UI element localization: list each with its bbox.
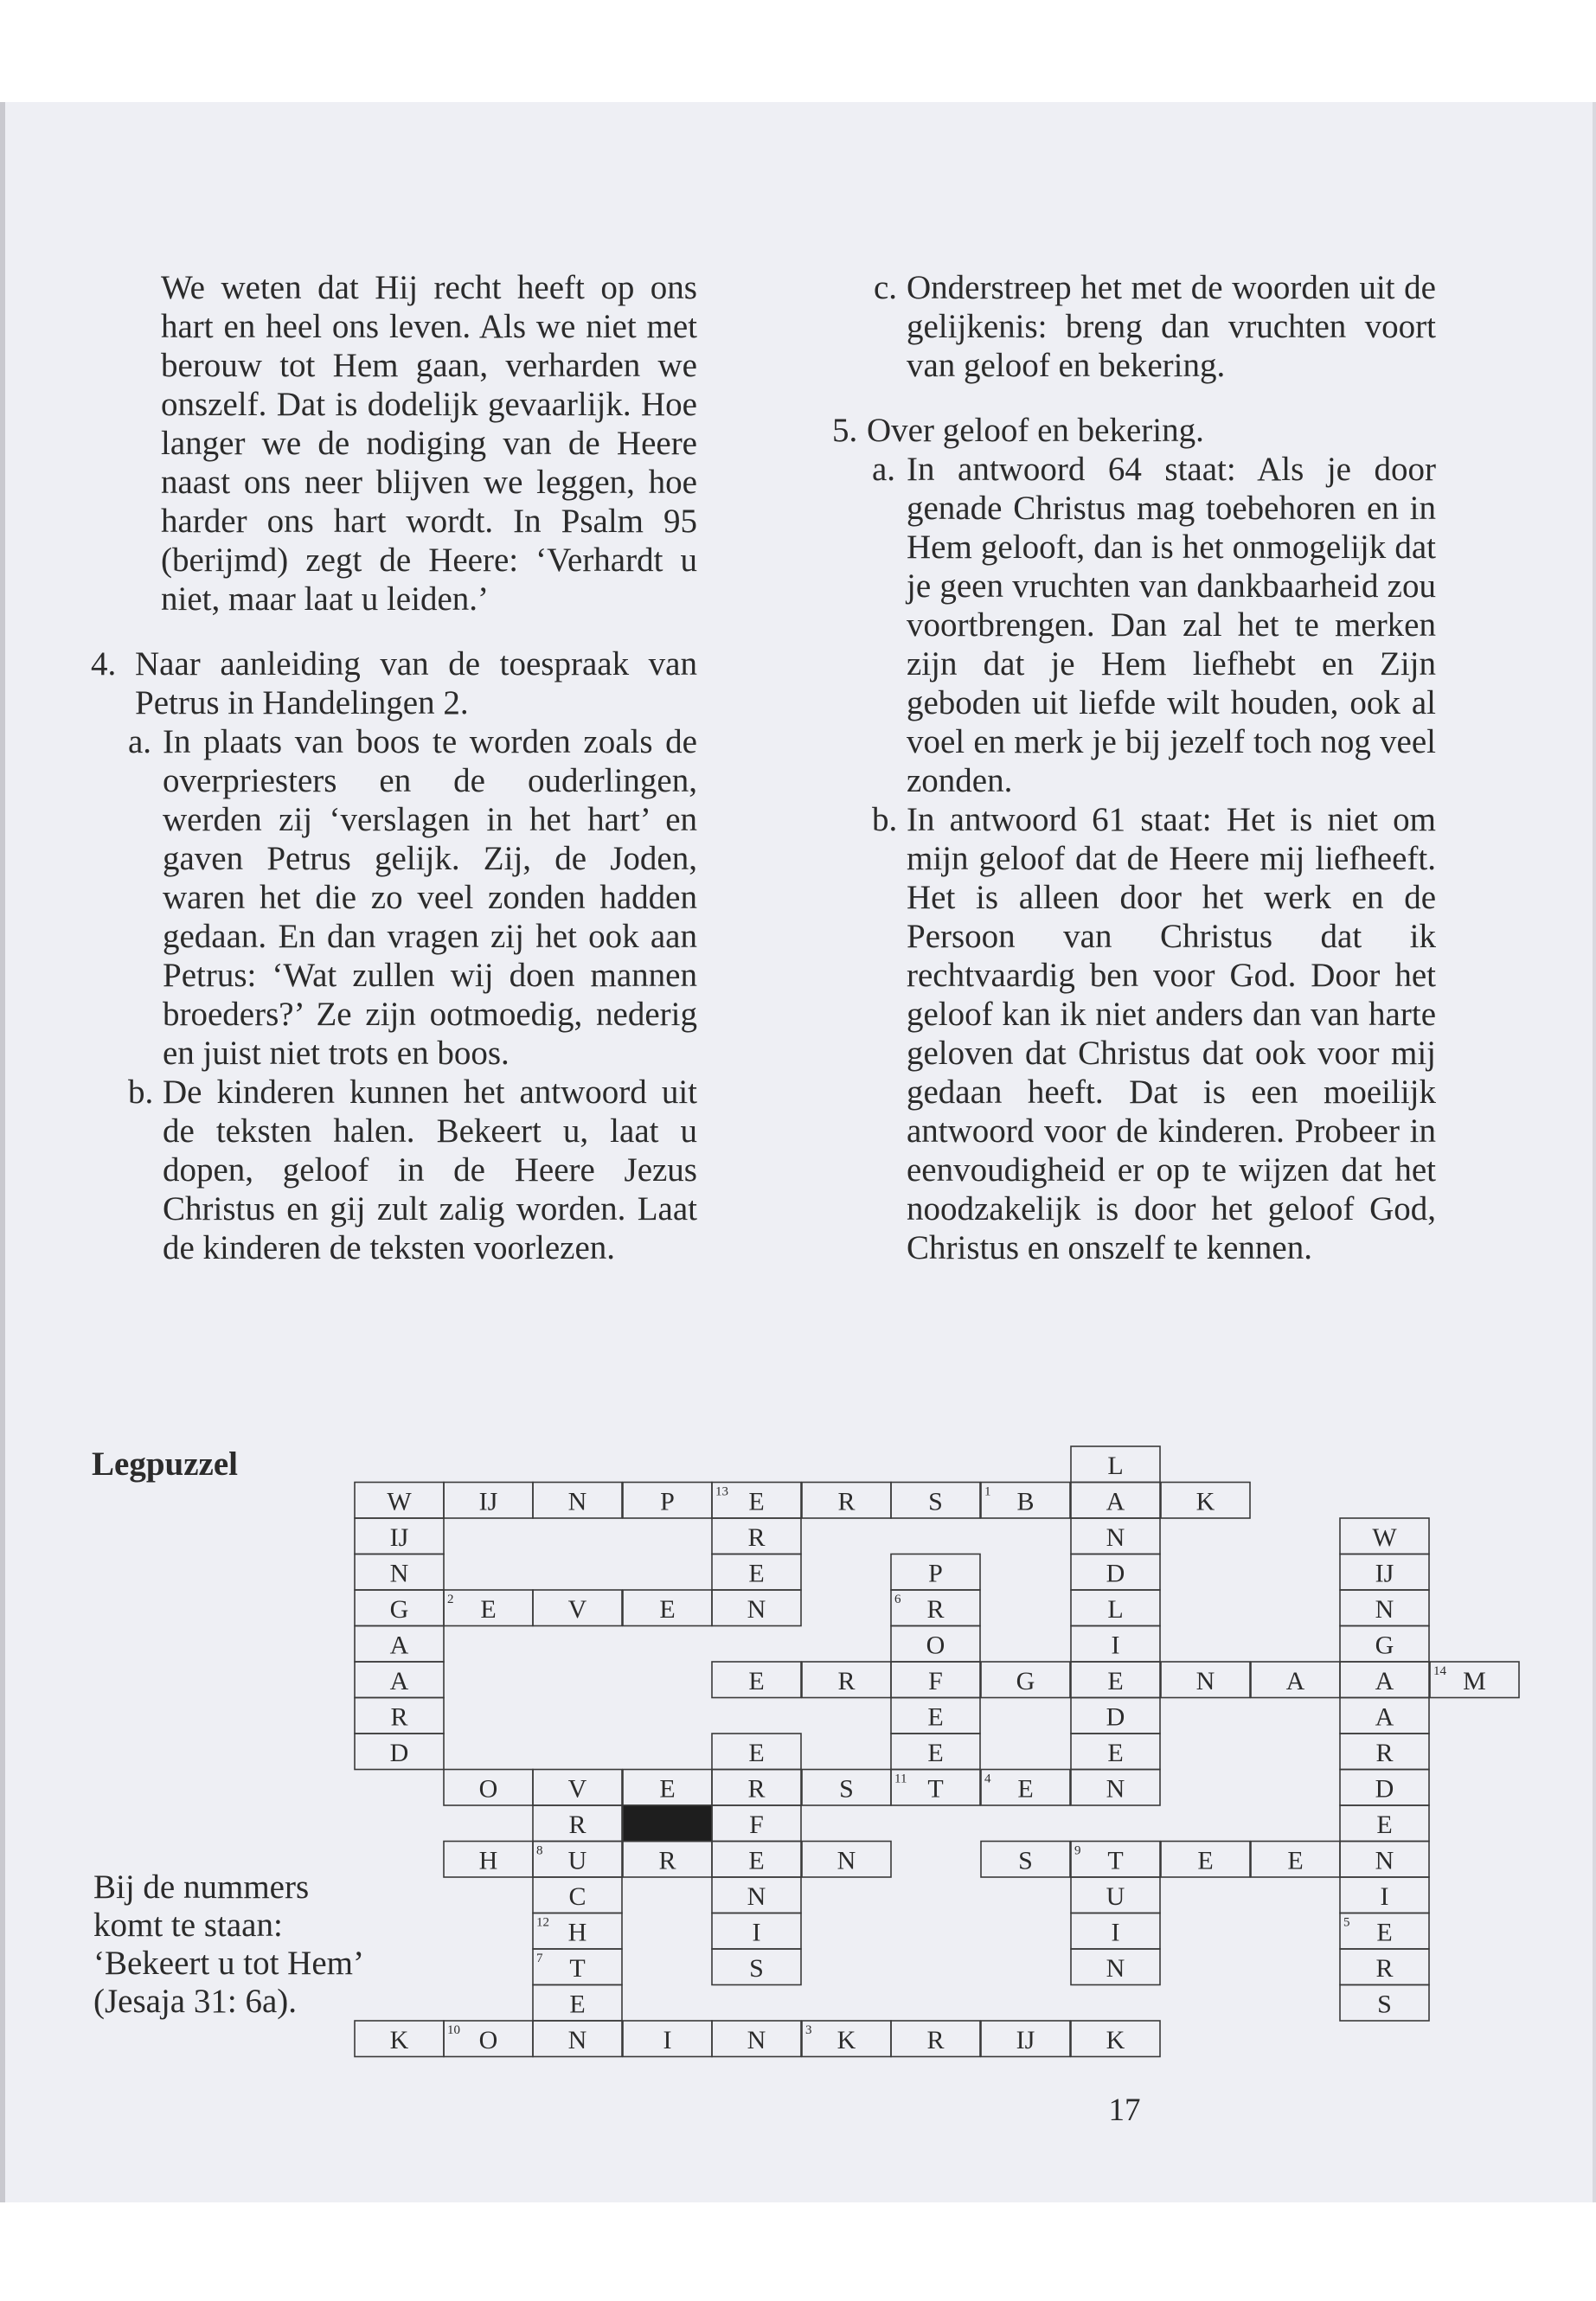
- item-5a-text: In antwoord 64 staat: Als je door genade Christus mag toebehoren en in Hem gelooft, dan is het onmogelijk dat je geen vruchten van dankbaarheid zou voortbrengen. Dan zal het te merken zijn dat je Hem liefhebt en Zijn geboden uit liefde wilt houden, ook al voel en merk je bij jezelf toch nog veel zonden.: [907, 451, 1436, 799]
- crossword-cell: [623, 1770, 712, 1806]
- crossword-cell: [533, 1805, 622, 1842]
- crossword-cell: [355, 1554, 444, 1591]
- crossword-cell: [712, 1949, 801, 1985]
- crossword-cell-letter: E: [748, 1666, 765, 1695]
- crossword-cell-letter: V: [567, 1774, 587, 1804]
- crossword-cell: [1071, 1877, 1160, 1913]
- crossword-cell-letter: E: [659, 1594, 676, 1624]
- crossword-cell-letter: E: [1287, 1846, 1304, 1875]
- crossword-cell-letter: R: [926, 2025, 945, 2054]
- crossword-cell: [355, 1662, 444, 1698]
- crossword-cell-letter: I: [752, 1918, 761, 1947]
- crossword-cell-letter: A: [1375, 1666, 1394, 1695]
- crossword-cell-letter: L: [1107, 1451, 1124, 1480]
- crossword-cell-letter: U: [1106, 1881, 1125, 1911]
- crossword-cell: [1161, 1483, 1250, 1519]
- crossword-cell: [533, 1483, 622, 1519]
- crossword-cell: [712, 1842, 801, 1878]
- crossword-cell-letter: I: [663, 2025, 672, 2054]
- crossword-cell: [1340, 1842, 1429, 1878]
- crossword-cell: [1071, 1446, 1160, 1483]
- crossword-cell: [1251, 1662, 1340, 1698]
- crossword-cell: [1071, 1554, 1160, 1591]
- crossword-cell-letter: A: [1375, 1702, 1394, 1732]
- crossword-cell: [1340, 1554, 1429, 1591]
- crossword-cell-number: 6: [894, 1593, 901, 1606]
- crossword-cell: [981, 2021, 1070, 2057]
- crossword-cell: [444, 1483, 533, 1519]
- crossword-cell: [533, 1590, 622, 1626]
- crossword-cell-letter: E: [1107, 1738, 1124, 1767]
- crossword-cell-letter: N: [747, 1594, 766, 1624]
- crossword-cell-letter: R: [747, 1522, 766, 1552]
- crossword-cell-letter: K: [1106, 2025, 1125, 2054]
- crossword-cell: [533, 1842, 622, 1878]
- crossword-cell: [355, 2021, 444, 2057]
- crossword-cell-letter: IJ: [1016, 2025, 1035, 2054]
- crossword-cell-letter: N: [1195, 1666, 1215, 1695]
- crossword-cell: [623, 1590, 712, 1626]
- crossword-cell-letter: N: [1375, 1846, 1394, 1875]
- crossword-cell: [981, 1770, 1070, 1806]
- crossword-cell-letter: G: [1016, 1666, 1035, 1695]
- item-4a-label: a.: [128, 723, 152, 760]
- crossword-cell: [891, 1662, 980, 1698]
- crossword-cell-letter: T: [927, 1774, 944, 1804]
- crossword-cell-letter: E: [748, 1487, 765, 1516]
- crossword-cell-letter: M: [1463, 1666, 1486, 1695]
- crossword-cell: [712, 1770, 801, 1806]
- crossword-cell-letter: P: [928, 1559, 943, 1588]
- crossword-cell: [1340, 1949, 1429, 1985]
- crossword-cell: [891, 2021, 980, 2057]
- item-5b-label: b.: [872, 801, 898, 838]
- crossword-cell-letter: K: [836, 2025, 856, 2054]
- crossword-cell: [1340, 1626, 1429, 1663]
- crossword-cell-letter: S: [928, 1487, 943, 1516]
- crossword-cell: [623, 2021, 712, 2057]
- crossword-cell: [891, 1698, 980, 1734]
- crossword-cell: [1071, 1913, 1160, 1950]
- crossword-cell-letter: N: [836, 1846, 856, 1875]
- crossword-cell-number: 1: [984, 1484, 991, 1499]
- crossword-black-cell: [623, 1805, 712, 1842]
- crossword-cell: [444, 1770, 533, 1806]
- crossword-cell-number: 10: [447, 2023, 460, 2037]
- crossword-cell-number: 13: [715, 1484, 728, 1499]
- crossword-cell-letter: S: [1377, 1990, 1392, 2019]
- crossword-cell: [981, 1842, 1070, 1878]
- item-5a-label: a.: [872, 451, 896, 488]
- crossword-cell-letter: N: [747, 1881, 766, 1911]
- crossword-cell: [891, 1626, 980, 1663]
- crossword-cell-letter: K: [1195, 1487, 1215, 1516]
- crossword-cell: [533, 1949, 622, 1985]
- crossword-cell-number: 8: [536, 1843, 543, 1858]
- crossword-cell: [891, 1483, 980, 1519]
- page-number: 17: [1108, 2093, 1141, 2128]
- crossword-cell: [1071, 1698, 1160, 1734]
- crossword-cell-letter: I: [1111, 1918, 1120, 1947]
- crossword-cell-letter: A: [389, 1631, 409, 1660]
- crossword-cell-letter: A: [1106, 1487, 1125, 1516]
- crossword-cell: [1340, 1518, 1429, 1554]
- crossword-cell: [712, 1913, 801, 1950]
- crossword-cell: [1071, 1949, 1160, 1985]
- crossword-cell-letter: E: [659, 1774, 676, 1804]
- crossword-cell-letter: N: [1106, 1953, 1125, 1983]
- crossword-cell-letter: N: [1106, 1522, 1125, 1552]
- crossword-cell: [891, 1734, 980, 1770]
- crossword-cell: [1071, 1518, 1160, 1554]
- crossword-cell: [444, 1842, 533, 1878]
- crossword-cell-letter: R: [926, 1594, 945, 1624]
- crossword-cell: [444, 1590, 533, 1626]
- crossword-cell: [712, 1877, 801, 1913]
- crossword-cell-letter: G: [389, 1594, 409, 1624]
- crossword-cell: [355, 1483, 444, 1519]
- crossword-cell-number: 9: [1074, 1843, 1081, 1858]
- crossword-cell: [802, 1483, 891, 1519]
- crossword-cell-letter: O: [478, 1774, 498, 1804]
- crossword-cell-letter: A: [1285, 1666, 1305, 1695]
- crossword-cell-letter: D: [1106, 1559, 1125, 1588]
- crossword-cell: [1340, 1985, 1429, 2022]
- crossword-cell-letter: W: [1372, 1522, 1397, 1552]
- crossword-cell: [802, 1662, 891, 1698]
- crossword-cell: [712, 1805, 801, 1842]
- crossword-cell-letter: N: [1375, 1594, 1394, 1624]
- crossword-cell: [891, 1770, 980, 1806]
- crossword-cell-letter: R: [1375, 1953, 1394, 1983]
- crossword-cell: [1340, 1734, 1429, 1770]
- crossword-cell-letter: R: [390, 1702, 408, 1732]
- crossword-cell: [712, 1590, 801, 1626]
- crossword-cell-letter: F: [928, 1666, 943, 1695]
- crossword-cell-letter: E: [748, 1846, 765, 1875]
- crossword-cell-letter: O: [478, 2025, 498, 2054]
- item-5-text: Over geloof en bekering.: [867, 412, 1204, 449]
- crossword-cell: [533, 1913, 622, 1950]
- crossword-cell: [802, 1770, 891, 1806]
- crossword-cell-letter: N: [747, 2025, 766, 2054]
- crossword-cell-number: 4: [984, 1772, 991, 1786]
- crossword-cell: [1340, 1662, 1429, 1698]
- crossword-cell: [355, 1626, 444, 1663]
- crossword-cell-number: 5: [1343, 1915, 1350, 1930]
- crossword-cell: [712, 2021, 801, 2057]
- crossword-cell-letter: E: [927, 1702, 944, 1732]
- crossword-cell: [623, 1483, 712, 1519]
- crossword-cell: [355, 1518, 444, 1554]
- crossword-cell-letter: H: [478, 1846, 498, 1875]
- crossword-cell-letter: P: [660, 1487, 675, 1516]
- item-4b-label: b.: [128, 1074, 154, 1111]
- crossword-cell: [623, 1842, 712, 1878]
- crossword-cell: [981, 1662, 1070, 1698]
- crossword-cell: [1071, 1590, 1160, 1626]
- item-4c-label: c.: [874, 269, 898, 306]
- puzzle-note: Bij de nummers komt te staan: ‘Bekeert u tot Hem’ (Jesaja 31: 6a).: [93, 1868, 362, 2020]
- crossword-cell-number: 7: [536, 1952, 543, 1965]
- crossword-cell: [533, 2021, 622, 2057]
- crossword-cell: [1161, 1842, 1250, 1878]
- crossword-cell-letter: D: [1106, 1702, 1125, 1732]
- crossword-cell: [802, 2021, 891, 2057]
- crossword-cell: [712, 1734, 801, 1770]
- crossword-cell-letter: IJ: [1375, 1559, 1394, 1588]
- crossword-cell-letter: N: [1106, 1774, 1125, 1804]
- crossword-cell-letter: E: [569, 1990, 586, 2019]
- crossword-cell-number: 3: [805, 2023, 812, 2037]
- crossword-cell-letter: S: [839, 1774, 854, 1804]
- crossword-cell: [1340, 1590, 1429, 1626]
- crossword-cell: [533, 1985, 622, 2022]
- crossword-cell-letter: E: [1197, 1846, 1214, 1875]
- crossword-cell: [1071, 1626, 1160, 1663]
- crossword-cell: [1071, 1734, 1160, 1770]
- crossword-cell: [1430, 1662, 1519, 1698]
- crossword-cell: [1161, 1662, 1250, 1698]
- crossword-cell: [355, 1698, 444, 1734]
- crossword-cell: [1071, 1483, 1160, 1519]
- crossword-cell: [355, 1590, 444, 1626]
- crossword-cell-letter: E: [748, 1559, 765, 1588]
- crossword-cell: [355, 1734, 444, 1770]
- crossword-cell: [1340, 1698, 1429, 1734]
- item-4-text: Naar aanleiding van de toespraak van Petrus in Handelingen 2.: [135, 645, 697, 721]
- crossword-cell: [1340, 1805, 1429, 1842]
- crossword-cell-letter: U: [567, 1846, 587, 1875]
- crossword-cell-number: 2: [447, 1593, 454, 1606]
- crossword-cell-letter: D: [389, 1738, 409, 1767]
- crossword-cell-letter: I: [1111, 1631, 1120, 1660]
- crossword-cell-letter: IJ: [478, 1487, 498, 1516]
- crossword-cell-letter: H: [567, 1918, 587, 1947]
- item-5-number: 5.: [832, 412, 858, 449]
- crossword-cell-letter: E: [748, 1738, 765, 1767]
- crossword-cell: [1251, 1842, 1340, 1878]
- crossword-cell-letter: R: [747, 1774, 766, 1804]
- item-4-number: 4.: [91, 645, 117, 683]
- crossword-cell-letter: E: [1017, 1774, 1034, 1804]
- crossword-cell-letter: N: [567, 1487, 587, 1516]
- crossword-cell-letter: I: [1380, 1881, 1389, 1911]
- crossword-cell: [444, 2021, 533, 2057]
- crossword-cell-letter: E: [927, 1738, 944, 1767]
- crossword-cell: [981, 1483, 1070, 1519]
- crossword-cell-letter: E: [480, 1594, 497, 1624]
- crossword-cell-letter: E: [1376, 1810, 1393, 1839]
- crossword-cell-letter: N: [389, 1559, 409, 1588]
- crossword-cell: [891, 1590, 980, 1626]
- crossword-cell-letter: IJ: [389, 1522, 409, 1552]
- crossword-cell: [802, 1842, 891, 1878]
- item-4a-text: In plaats van boos te worden zoals de overpriesters en de ouderlingen, werden zij ‘verslagen in het hart’ en gaven Petrus gelijk. Zij, de Joden, waren het die zo veel zonden hadden gedaan. En dan vragen zij het ook aan Petrus: ‘Wat zullen wij doen mannen broeders?’ Ze zijn ootmoedig, nederig en juist niet trots en boos.: [163, 723, 697, 1072]
- crossword-cell: [712, 1662, 801, 1698]
- crossword-cell: [712, 1483, 801, 1519]
- crossword-cell: [533, 1770, 622, 1806]
- crossword-cell: [1340, 1877, 1429, 1913]
- crossword-cell-number: 12: [536, 1915, 549, 1930]
- crossword-cell-letter: E: [1107, 1666, 1124, 1695]
- item-5b-text: In antwoord 61 staat: Het is niet om mijn geloof dat de Heere mij liefheeft. Het is alleen door het werk en de Persoon van Christus dat ik rechtvaardig ben voor God. Door het geloof kan ik niet anders dan van harte geloven dat Christus dat ook voor mij gedaan heeft. Dat is een moeilijk antwoord voor de kinderen. Probeer in eenvoudigheid er op te wijzen dat het noodzakelijk is door het geloof God, Christus en onszelf te kennen.: [907, 801, 1436, 1266]
- crossword-cell-letter: C: [568, 1881, 586, 1911]
- crossword-cell-letter: F: [749, 1810, 764, 1839]
- crossword-cell-letter: E: [1376, 1918, 1393, 1947]
- crossword-cell-letter: N: [567, 2025, 587, 2054]
- crossword-cell-letter: S: [1018, 1846, 1033, 1875]
- crossword-cell-letter: G: [1375, 1631, 1394, 1660]
- crossword-cell: [1071, 1842, 1160, 1878]
- crossword-cell-letter: B: [1016, 1487, 1035, 1516]
- intro-text: We weten dat Hij recht heeft op ons hart en heel ons leven. Als we niet met berouw tot Hem gaan, verharden we onszelf. Dat is dodelijk gevaarlijk. Hoe langer we de nodiging van de Heere naast ons neer blijven we leggen, hoe harder ons hart wordt. In Psalm 95 (berijmd) zegt de Heere: ‘Verhardt u niet, maar laat u leiden.’: [161, 269, 697, 618]
- crossword-cell: [1340, 1913, 1429, 1950]
- crossword-cell-number: 11: [894, 1772, 907, 1786]
- crossword-cell-letter: V: [567, 1594, 587, 1624]
- crossword-cell-letter: R: [837, 1487, 856, 1516]
- crossword-cell: [1071, 1662, 1160, 1698]
- crossword-cell: [623, 1805, 712, 1842]
- crossword-cell-letter: R: [837, 1666, 856, 1695]
- crossword-cell-letter: K: [389, 2025, 409, 2054]
- crossword-cell: [891, 1554, 980, 1591]
- crossword-cell-letter: T: [1107, 1846, 1124, 1875]
- crossword-cell-letter: T: [569, 1953, 586, 1983]
- puzzle-heading: Legpuzzel: [92, 1445, 238, 1483]
- crossword-cell-letter: W: [387, 1487, 412, 1516]
- crossword-cell: [1340, 1770, 1429, 1806]
- crossword-cell-number: 14: [1433, 1664, 1446, 1678]
- item-4b-text: De kinderen kunnen het antwoord uit de teksten halen. Bekeert u, laat u dopen, geloof in de Heere Jezus Christus en gij zult zalig worden. Laat de kinderen de teksten voorlezen.: [163, 1074, 697, 1266]
- crossword-cell-letter: L: [1107, 1594, 1124, 1624]
- crossword-cell: [712, 1554, 801, 1591]
- crossword-cell-letter: R: [1375, 1738, 1394, 1767]
- crossword-cell-letter: A: [389, 1666, 409, 1695]
- crossword-cell-letter: S: [749, 1953, 764, 1983]
- item-4c-text: Onderstreep het met de woorden uit de gelijkenis: breng dan vruchten voort van geloof en bekering.: [907, 269, 1436, 384]
- crossword-cell-letter: O: [926, 1631, 945, 1660]
- crossword-cell: [1071, 1770, 1160, 1806]
- crossword-cell-letter: D: [1375, 1774, 1394, 1804]
- crossword-cell-letter: R: [568, 1810, 586, 1839]
- crossword-cell: [533, 1877, 622, 1913]
- crossword-cell-letter: R: [658, 1846, 676, 1875]
- crossword-cell: [712, 1518, 801, 1554]
- crossword-cell: [1071, 2021, 1160, 2057]
